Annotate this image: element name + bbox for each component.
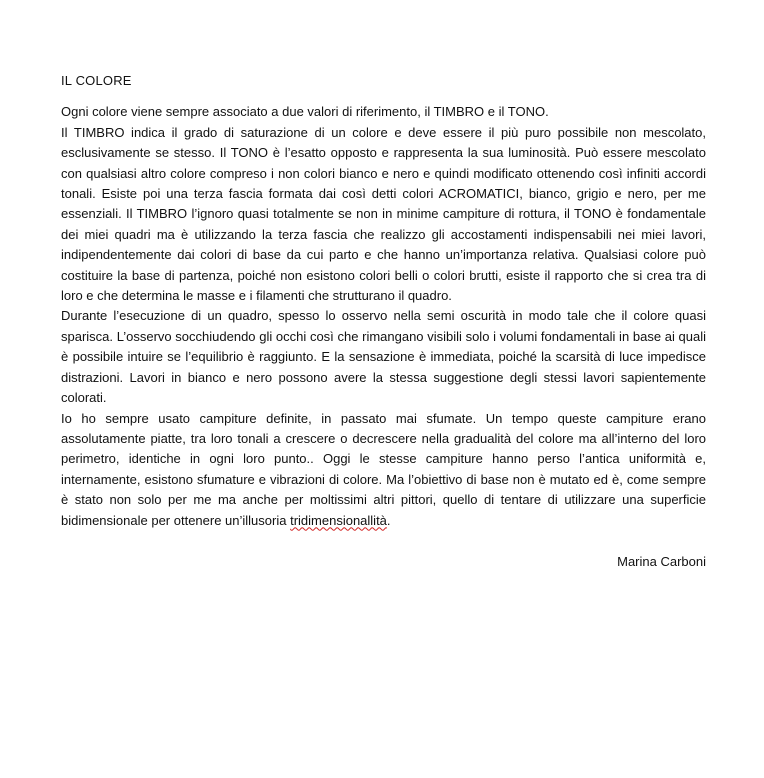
paragraph-intro: Ogni colore viene sempre associato a due valori di riferimento, il TIMBRO e il TONO. xyxy=(61,104,549,120)
misspelled-word: tridimensionallità xyxy=(290,512,387,528)
signature: Marina Carboni xyxy=(617,553,706,569)
paragraph-campiture-text: Io ho sempre usato campiture definite, in passato mai sfumate. Un tempo queste campiture erano assolutamente piatte, tra loro tonali a crescere o decrescere nella gradualità del colore ma all’interno del loro perimetro, identiche in ogni loro punto.. Oggi le stesse campiture hanno perso l’antica uniformità e, internamente, esistono sfumature e vibrazioni di colore. Ma l’obiettivo di base non è mutato ed è, come sempre è stato non solo per me ma anche per moltissimi altri pittori, quello di tentare di utilizzare una superficie bidimensionale per ottenere un’illusoria xyxy=(61,410,706,528)
paragraph-campiture xyxy=(61,409,706,531)
paragraph-esecuzione: Durante l’esecuzione di un quadro, spesso lo osservo nella semi oscurità in modo tale che il colore quasi sparisca. L’osservo socchiudendo gli occhi così che rimangano visibili solo i volumi fondamentali in base ai quali è possibile intuire se l’equilibrio è raggiunto. E la sensazione è immediata, poiché la scarsità di luce impedisce distrazioni. Lavori in bianco e nero possono avere la stessa suggestione degli stessi lavori sapientemente colorati. xyxy=(61,308,706,406)
document-title: IL COLORE xyxy=(61,73,132,88)
paragraph-timbro-tono: Il TIMBRO indica il grado di saturazione di un colore e deve essere il più puro possibile non mescolato, esclusivamente se stesso. Il TONO è l’esatto opposto e rappresenta la sua luminosità. Può essere mescolato con qualsiasi altro colore compreso i non colori bianco e nero e quindi modificato ottenendo così infiniti accordi tonali. Esiste poi una terza fascia formata dai così detti colori ACROMATICI, bianco, grigio e nero, per me essenziali. Il TIMBRO l’ignoro quasi totalmente se non in minime campiture di rottura, il TONO è fondamentale dei miei quadri ma è utilizzando la terza fascia che realizzo gli accostamenti indispensabili nei miei lavori, indipendentemente dai colori di base da cui parto e che hanno un’importanza relativa. Qualsiasi colore può costituire la base di partenza, poiché non esistono colori belli o colori brutti, esiste il rapporto che si crea tra di loro e che determina le masse e i filamenti che strutturano il quadro. xyxy=(61,124,706,304)
document-body xyxy=(61,71,706,572)
paragraph-campiture-end: . xyxy=(386,512,391,528)
